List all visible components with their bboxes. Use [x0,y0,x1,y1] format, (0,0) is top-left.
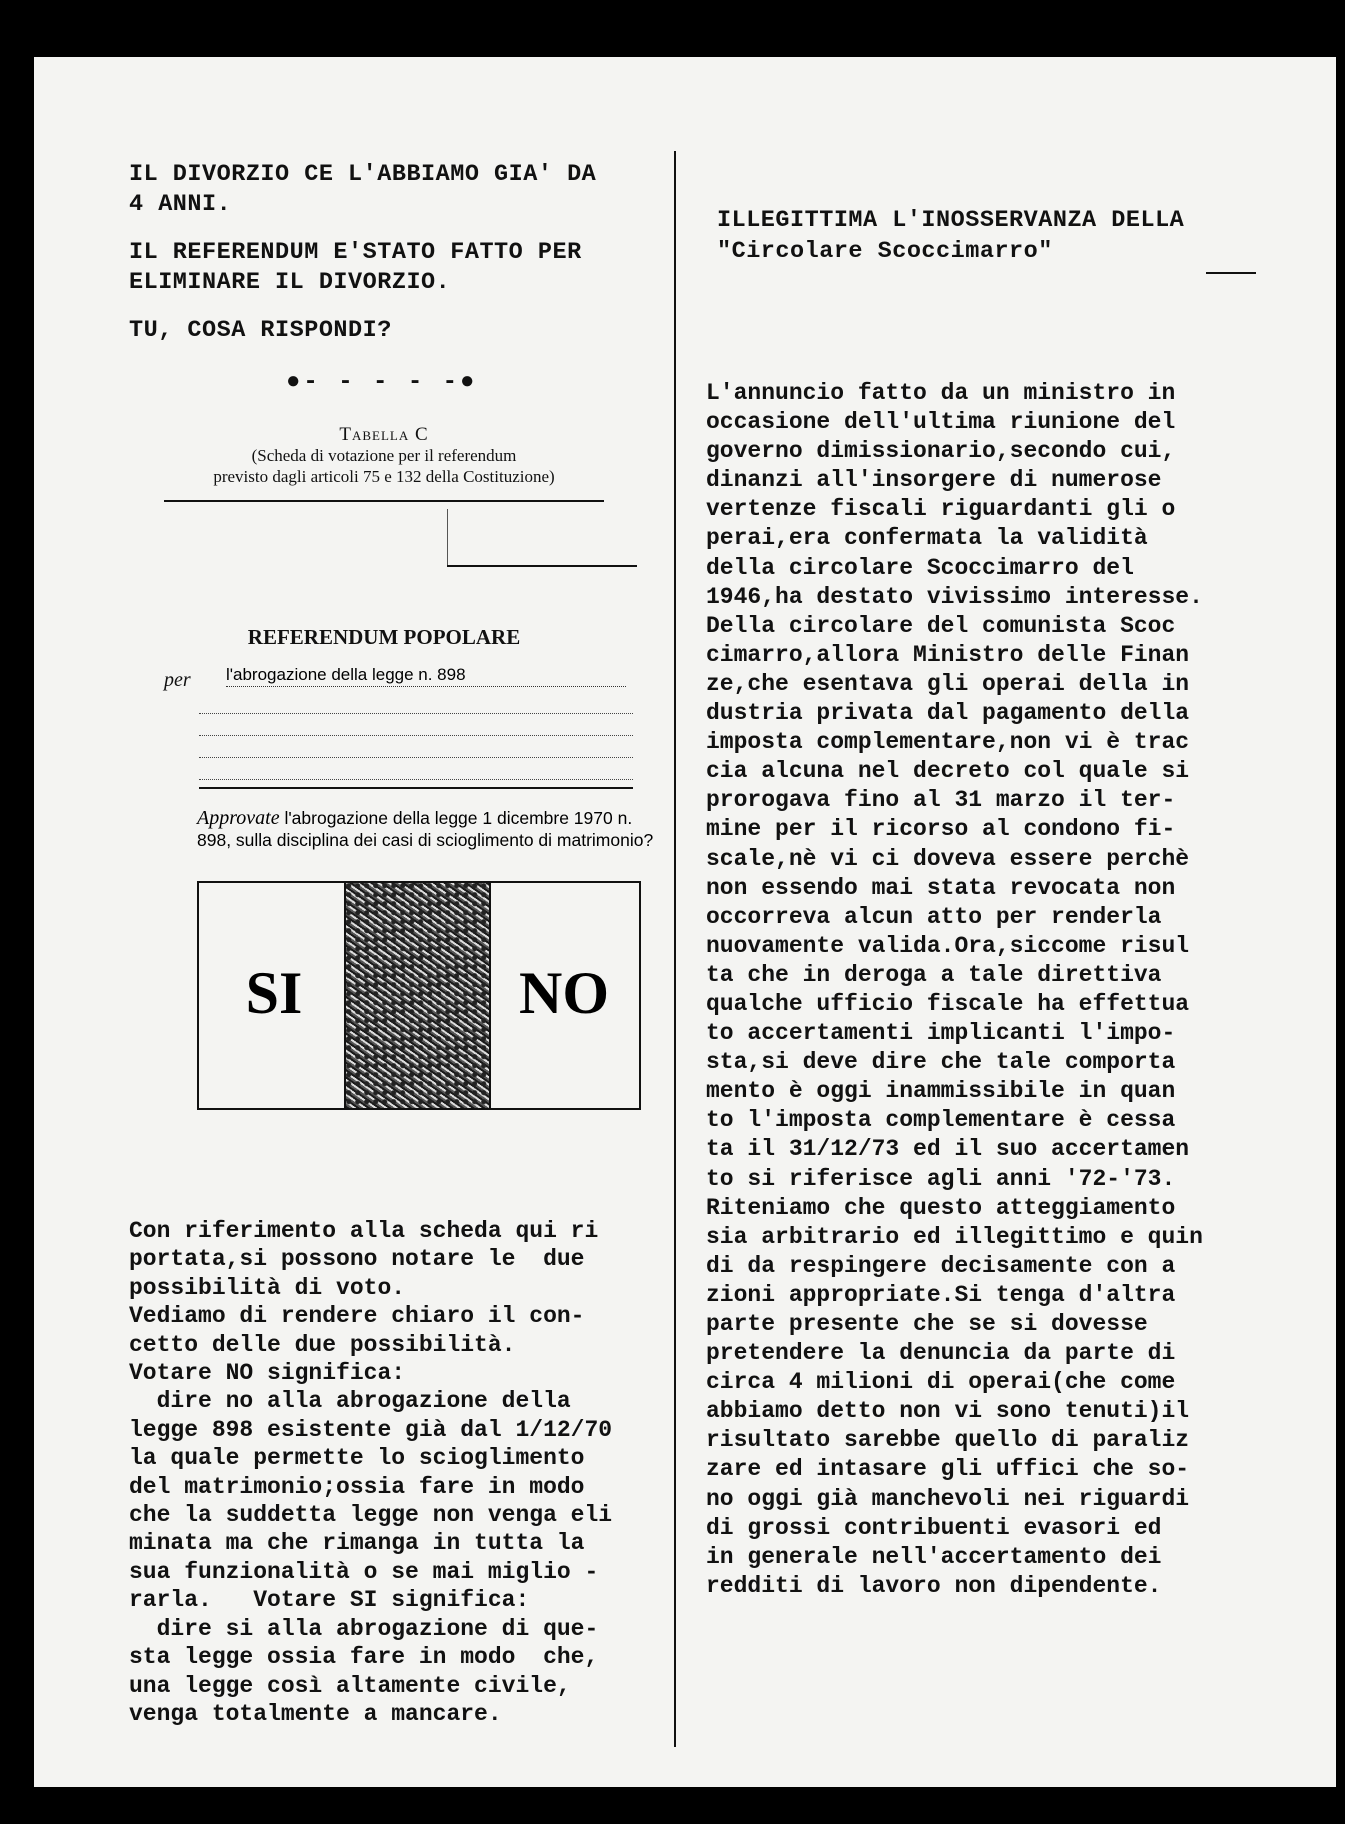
intro-line-1: IL DIVORZIO CE L'ABBIAMO GIA' DA 4 ANNI. [129,161,597,218]
divider-line [447,565,637,567]
dotted-line [199,757,633,758]
dotted-line [199,735,633,736]
divider-line [1206,272,1256,274]
intro-line-2: IL REFERENDUM E'STATO FATTO PER ELIMINARE IL DIVORZIO. [129,239,582,296]
divider-line [164,500,604,502]
ballot-per: per [164,669,191,691]
ballot-title: REFERENDUM POPOLARE [247,625,521,649]
ballot-header-line-1: (Scheda di votazione per il referendum [251,446,517,465]
ballot-box [197,881,641,1110]
right-body-text: L'annuncio fatto da un ministro in occasione dell'ultima riunione del governo dimissionario,secondo cui, dinanzi all'insorgere di numerose vertenze fiscali riguardanti gli o perai,era confermata la validità della circolare Scoccimarro del 1946,ha destato vivissimo interesse. Della circolare del comunista Scoc cimarro,allora Ministro delle Finan ze,che esentava gli operai della in dustria privata dal pagamento della imposta complementare,non vi è trac cia alcuna nel decreto col quale si prorogava fino al 31 marzo il ter- mine per il ricorso al condono fi- scale,nè vi ci doveva essere perchè non essendo mai stata revocata non occorreva alcun atto per renderla nuovamente valida.Ora,siccome risul ta che in deroga a tale direttiva qualche ufficio fiscale ha effettua to accertamenti implicanti l'impo- sta,si deve dire che tale comporta mento è oggi inammissibile in quan to l'imposta complementare è cessa ta il 31/12/73 ed il suo accertamen to si riferisce agli anni '72-'73. Riteniamo che questo atteggiamento sia arbitrario ed illegittimo e quin di da respingere decisamente con a zioni appropriate.Si tenga d'altra parte presente che se si dovesse pretendere la denuncia da parte di circa 4 milioni di operai(che come abbiamo detto non vi sono tenuti)il risultato sarebbe quello di paraliz zare ed intasare gli uffici che so- no oggi già manchevoli nei riguardi di grossi contribuenti evasori ed in generale nell'accertamento dei redditi di lavoro non dipendente. [706,380,1203,1599]
column-divider [674,151,676,1747]
question-prefix: Approvate [197,807,280,829]
tabella-label: Tabella C [339,424,429,445]
separator: ●- - - - -● [286,369,478,396]
left-body-text: Con riferimento alla scheda qui ri portata,si possono notare le due possibilità di voto. Vediamo di rendere chiaro il con- cetto delle due possibilità. Votare NO significa: dire no alla abrogazione della legge 898 esistente già dal 1/12/70 la quale permette lo scioglimento del matrimonio;ossia fare in modo che la suddetta legge non venga eli minata ma che rimanga in tutta la sua funzionalità o se mai miglio - rarla. Votare SI significa: dire si alla abrogazione di que- sta legge ossia fare in modo che, una legge così altamente civile, venga totalmente a mancare. [129,1218,613,1727]
ballot-header [164,424,604,487]
intro-block [129,160,689,364]
dotted-line [199,713,633,714]
question-text: l'abrogazione della legge 1 dicembre 1970 n. 898, sulla disciplina dei casi di scioglimento di matrimonio? [197,808,654,850]
divider-line [199,787,633,789]
ballot-no: NO [519,960,609,1026]
intro-line-3: TU, COSA RISPONDI? [129,317,392,344]
dotted-line [199,779,633,780]
ballot-si: SI [245,960,303,1026]
document-page [34,57,1336,1787]
ballot-header-line-2: previsto dagli articoli 75 e 132 della Costituzione) [213,467,555,486]
ballot-question [197,807,657,851]
ballot-legge: l'abrogazione della legge n. 898 [226,665,626,687]
right-title: ILLEGITTIMA L'INOSSERVANZA DELLA "Circolare Scoccimarro" [717,207,1185,265]
ballot-texture [344,883,491,1108]
divider-line [447,509,448,565]
